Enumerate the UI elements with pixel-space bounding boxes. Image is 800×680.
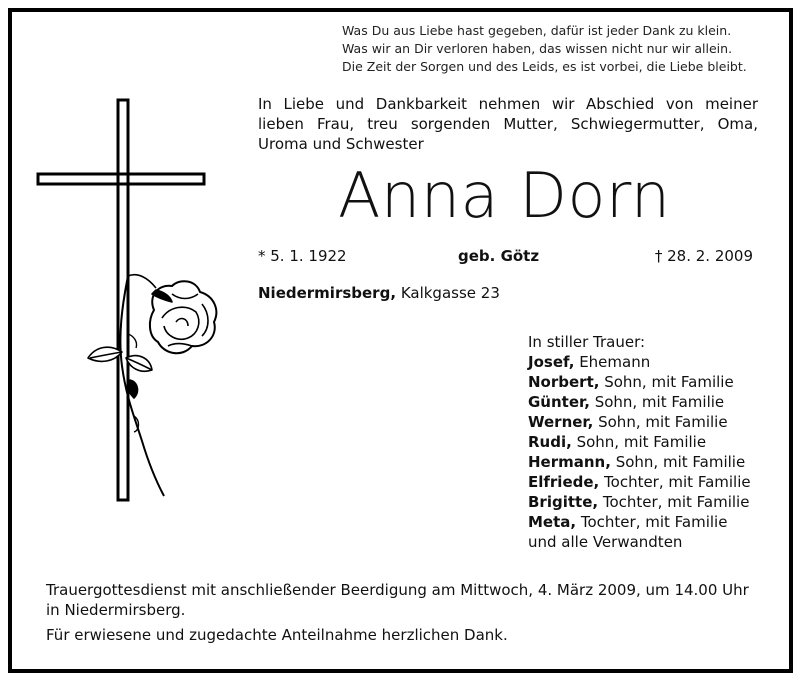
list-item (528, 412, 751, 432)
funeral-service-notice: Trauergottesdienst mit anschließender Beerdigung am Mittwoch, 4. März 2009, um 14.00 Uhr in Niedermirsberg. (46, 581, 749, 619)
cross-with-rose (30, 96, 230, 506)
poem-line: Die Zeit der Sorgen und des Leids, es ist vorbei, die Liebe bleibt. (342, 59, 747, 74)
list-item (528, 452, 751, 472)
deceased-name: Anna Dorn (338, 159, 671, 232)
mourner-relation: Ehemann (579, 353, 651, 371)
mourner-name: Norbert, (528, 373, 600, 391)
list-item (528, 392, 751, 412)
mourner-name: Brigitte, (528, 493, 599, 511)
mourner-name: Josef, (528, 353, 575, 371)
rose-icon (88, 275, 216, 496)
list-item (528, 432, 751, 452)
list-item (528, 472, 751, 492)
intro-line: lieben Frau, treu sorgenden Mutter, Schwiegermutter, Oma, (258, 115, 758, 133)
list-item (528, 492, 751, 512)
mourner-relation: Sohn, mit Familie (604, 373, 734, 391)
residence-town: Niedermirsberg, (258, 284, 397, 302)
list-item (528, 352, 751, 372)
intro-line: In Liebe und Dankbarkeit nehmen wir Abschied von meiner (258, 95, 758, 113)
mourner-name: Elfriede, (528, 473, 600, 491)
mourner-relation: Sohn, mit Familie (576, 433, 707, 451)
mourner-relation: Tochter, mit Familie (580, 513, 728, 531)
poem-line: Was wir an Dir verloren haben, das wissen nicht nur wir allein. (342, 41, 733, 56)
birth-date: * 5. 1. 1922 (258, 247, 347, 265)
residence (258, 283, 500, 303)
mourner-relation: Tochter, mit Familie (604, 473, 751, 491)
poem-line: Was Du aus Liebe hast gegeben, dafür ist jeder Dank zu klein. (342, 23, 732, 38)
list-item (528, 372, 751, 392)
mourners-closing: und alle Verwandten (528, 533, 683, 551)
list-item (528, 512, 751, 532)
intro-line: Uroma und Schwester (258, 135, 424, 153)
mourner-name: Werner, (528, 413, 594, 431)
intro-text (258, 94, 758, 154)
mourner-name: Meta, (528, 513, 577, 531)
mourner-relation: Tochter, mit Familie (602, 493, 750, 511)
thanks-note: Für erwiesene und zugedachte Anteilnahme herzlichen Dank. (46, 626, 508, 644)
mourners-heading: In stiller Trauer: (528, 333, 646, 351)
death-date: † 28. 2. 2009 (654, 247, 753, 265)
mourner-name: Hermann, (528, 453, 611, 471)
mourner-relation: Sohn, mit Familie (598, 413, 728, 431)
mourner-relation: Sohn, mit Familie (615, 453, 746, 471)
mourner-name: Günter, (528, 393, 590, 411)
mourner-name: Rudi, (528, 433, 572, 451)
residence-street: Kalkgasse 23 (400, 284, 500, 302)
mourners-list (528, 332, 751, 552)
maiden-name: geb. Götz (458, 247, 540, 265)
poem (342, 22, 747, 76)
mourner-relation: Sohn, mit Familie (594, 393, 725, 411)
